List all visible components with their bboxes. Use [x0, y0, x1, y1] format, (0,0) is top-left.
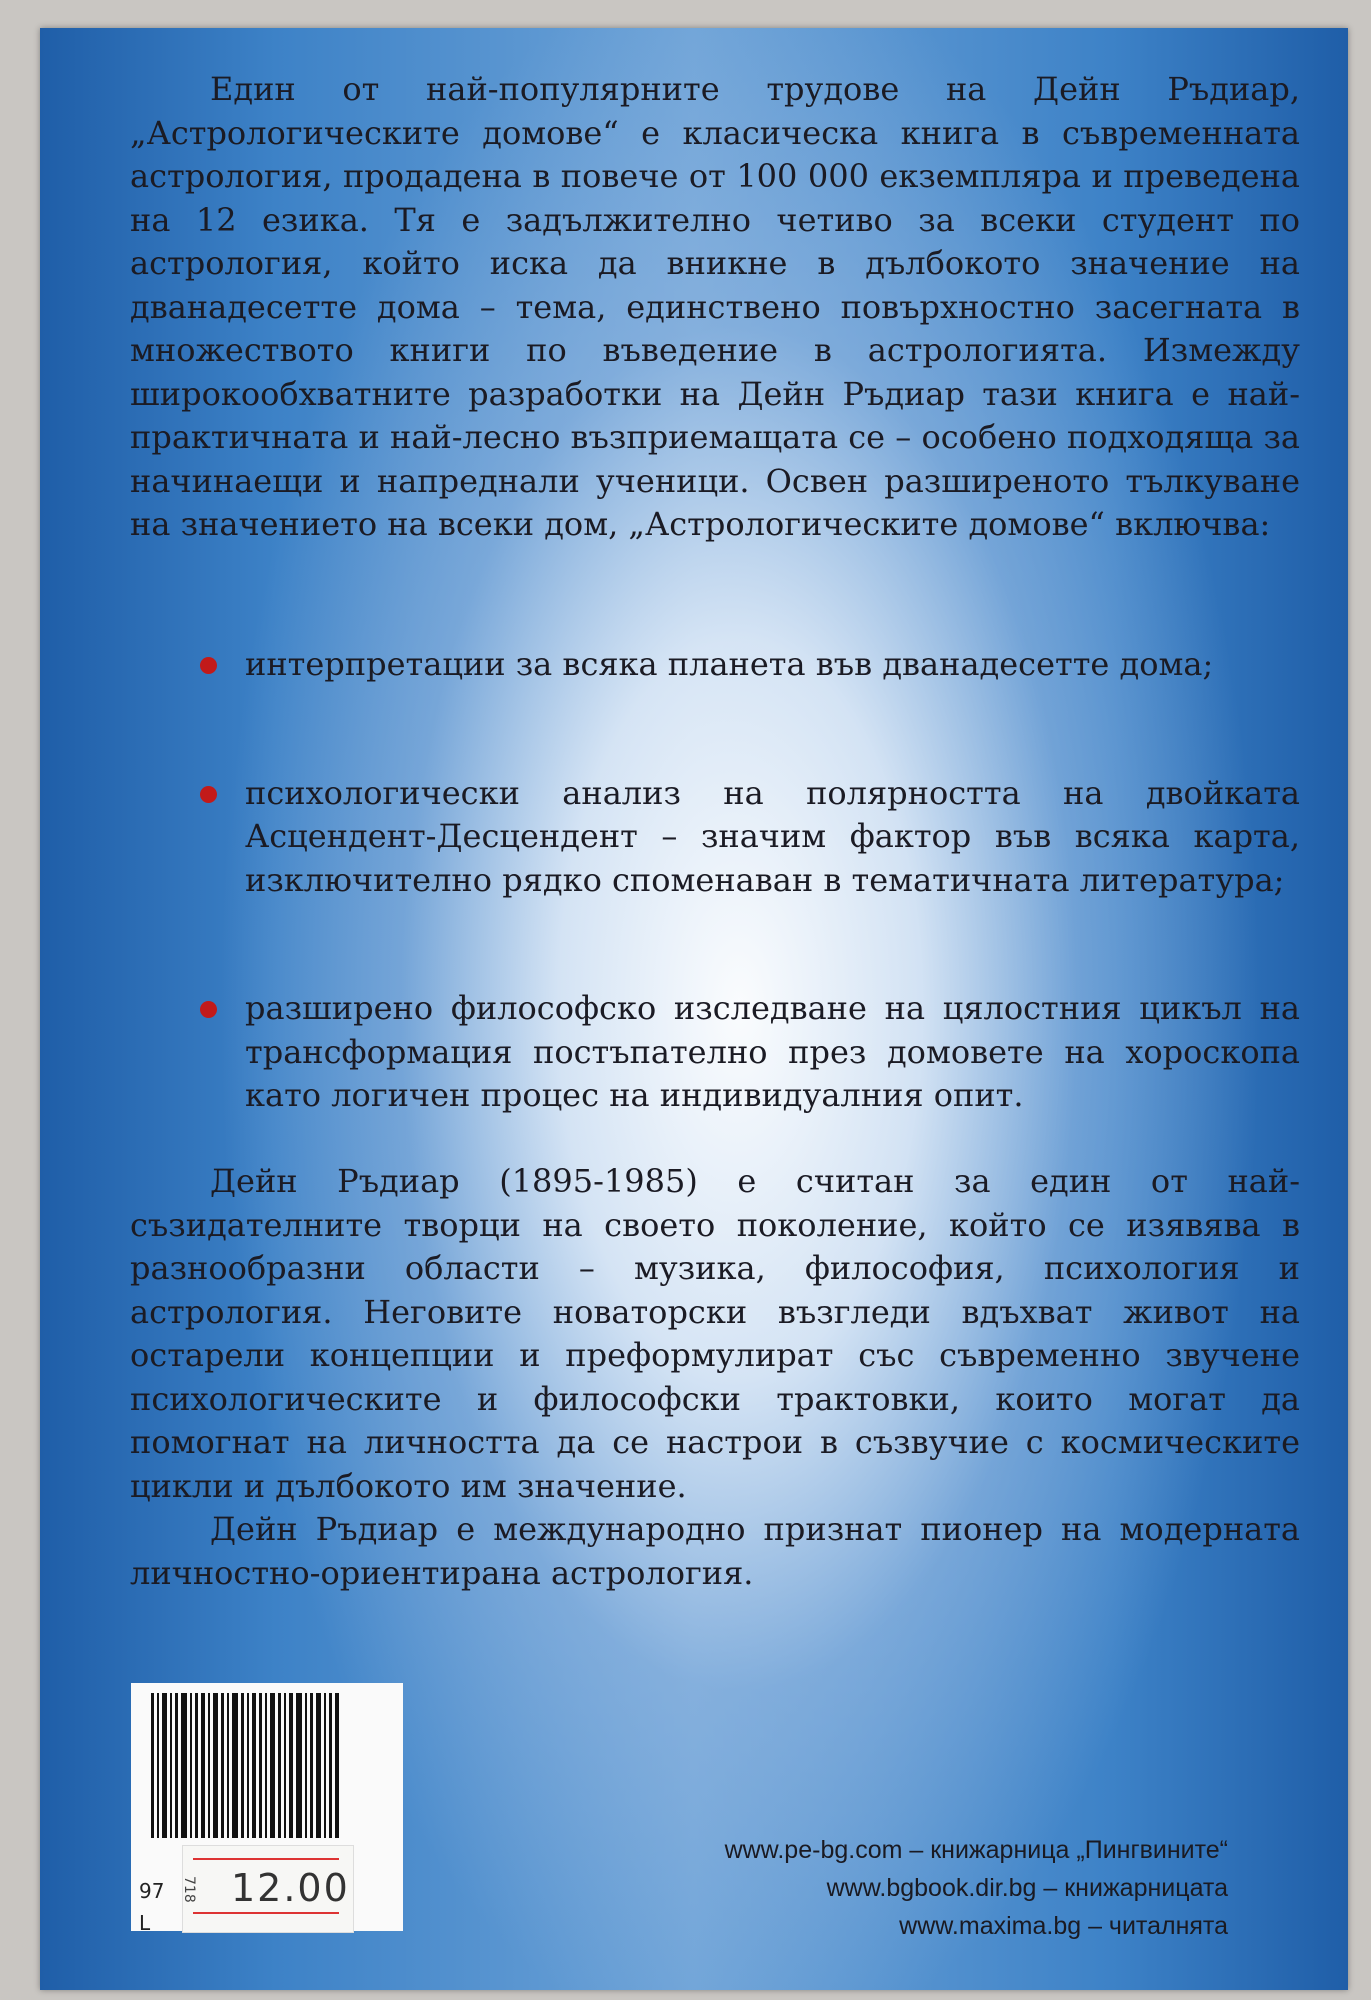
bullet-dot-icon	[200, 1001, 217, 1018]
author-bio-section	[130, 1160, 1300, 1595]
book-back-cover	[40, 28, 1348, 1990]
list-item	[200, 987, 1300, 1118]
author-recognition-paragraph: Дейн Ръдиар е международно признат пионер на модерната личностно-ориентирана астрология.	[130, 1510, 1300, 1592]
price-sticker	[182, 1845, 354, 1933]
link-pe-bg[interactable]: www.pe-bg.com – книжарница „Пингвините“	[724, 1836, 1228, 1864]
isbn-digits-second: L	[139, 1911, 151, 1935]
bullet-dot-icon	[200, 657, 217, 674]
list-item-text: разширено философско изследване на цялостния цикъл на трансформация постъпателно през домовете на хороскопа като логичен процес на индивидуалния опит.	[245, 989, 1300, 1114]
bullet-dot-icon	[200, 786, 217, 803]
list-item-text: психологически анализ на полярността на двойката Асцендент-Десцендент – значим фактор във всяка карта, изключително рядко споменаван в тематичната литература;	[245, 773, 1300, 899]
link-maxima[interactable]: www.maxima.bg – читалнята	[899, 1912, 1228, 1940]
barcode-icon	[151, 1693, 376, 1838]
intro-paragraph: Един от най-популярните трудове на Дейн Ръдиар, „Астрологическите домове“ е класическа книга в съвременната астрология, продадена в повече от 100 000 екземпляра и преведена на 12 езика. Тя е задължително четиво за всеки студент по астрология, който иска да вникне в дълбокото значение на дванадесетте дома – тема, единствено повърхностно засегната в множеството книги по въведение в астрологията. Измежду широкообхватните разработки на Дейн Ръдиар тази книга е най-практичната и най-лесно възприемащата се – особено подходяща за начинаещи и напреднали ученици. Освен разширеното тълкуване на значението на всеки дом, „Астрологическите домове“ включва:	[130, 70, 1300, 543]
list-item	[200, 643, 1300, 687]
link-bgbook[interactable]: www.bgbook.dir.bg – книжарницата	[826, 1874, 1228, 1902]
intro-section	[130, 68, 1300, 547]
feature-list	[200, 643, 1300, 1203]
price-value: 12.00	[231, 1866, 350, 1910]
price-code: 718	[181, 1876, 197, 1903]
list-item	[200, 772, 1300, 903]
author-bio-paragraph: Дейн Ръдиар (1895-1985) е считан за един от най-съзидателните творци на своето поколение, който се изявява в разнообразни области – музика, философия, психология и астрология. Неговите новаторски възгледи вдъхват живот на остарели концепции и преформулират със съвременно звучене психологическите и философски трактовки, които могат да помогнат на личността да се настрои в съзвучие с космическите цикли и дълбокото им значение.	[130, 1162, 1300, 1505]
bookstore-links	[725, 1831, 1228, 1945]
list-item-text: интерпретации за всяка планета във дванадесетте дома;	[245, 645, 1214, 683]
isbn-digits: 97	[139, 1879, 165, 1903]
